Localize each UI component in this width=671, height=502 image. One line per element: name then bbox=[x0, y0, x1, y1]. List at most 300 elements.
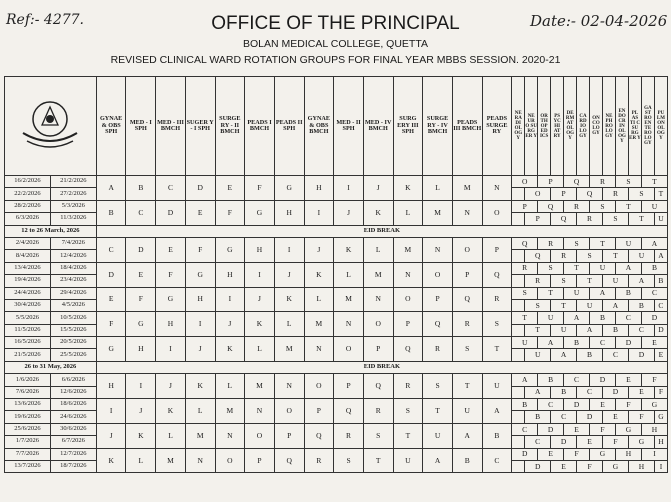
group-letter: T bbox=[393, 423, 423, 448]
date-to: 27/2/2026 bbox=[50, 188, 96, 200]
group-letter: F bbox=[126, 287, 156, 312]
rotation-row bbox=[5, 237, 668, 249]
specialty-group-letter: B bbox=[654, 275, 667, 287]
date-to: 29/4/2026 bbox=[50, 287, 96, 299]
specialty-group-letter: E bbox=[564, 423, 590, 435]
group-letter: C bbox=[482, 448, 512, 473]
rotation-row bbox=[5, 200, 668, 212]
group-letter: O bbox=[215, 448, 245, 473]
date-from: 5/5/2026 bbox=[5, 312, 51, 324]
emblem-icon bbox=[15, 95, 85, 155]
specialty-group-letter: U bbox=[525, 349, 551, 361]
group-letter: J bbox=[215, 312, 245, 337]
group-letter: M bbox=[393, 237, 423, 262]
specialty-group-letter: S bbox=[615, 176, 641, 188]
specialty-group-letter: Q bbox=[564, 176, 590, 188]
group-letter: S bbox=[363, 423, 393, 448]
group-letter: H bbox=[185, 287, 215, 312]
ward-column-header: MED - III BMCH bbox=[156, 77, 186, 176]
group-letter: J bbox=[156, 374, 186, 399]
group-letter: K bbox=[304, 262, 334, 287]
group-letter: B bbox=[96, 200, 126, 225]
group-letter: O bbox=[334, 337, 364, 362]
group-letter: Q bbox=[482, 262, 512, 287]
group-letter: Q bbox=[274, 448, 304, 473]
group-letter: U bbox=[423, 423, 453, 448]
group-letter: J bbox=[334, 200, 364, 225]
specialty-column-header: PS YC HI AT RY bbox=[551, 77, 564, 176]
specialty-group-letter: S bbox=[628, 188, 654, 200]
group-letter: H bbox=[245, 237, 275, 262]
group-letter: L bbox=[274, 312, 304, 337]
specialty-group-letter: E bbox=[577, 436, 603, 448]
specialty-group-letter: G bbox=[654, 411, 667, 423]
group-letter: I bbox=[304, 200, 334, 225]
group-letter: L bbox=[156, 423, 186, 448]
group-letter: L bbox=[393, 200, 423, 225]
break-row bbox=[5, 225, 668, 237]
group-letter: J bbox=[363, 176, 393, 201]
group-letter: O bbox=[423, 262, 453, 287]
specialty-group-letter: B bbox=[551, 386, 577, 398]
date-from: 7/6/2026 bbox=[5, 386, 51, 398]
group-letter: E bbox=[126, 262, 156, 287]
group-letter: M bbox=[363, 262, 393, 287]
group-letter: O bbox=[245, 423, 275, 448]
date-from: 19/4/2026 bbox=[5, 275, 51, 287]
specialty-group-letter: F bbox=[577, 460, 603, 472]
group-letter: T bbox=[363, 448, 393, 473]
date-from: 1/7/2026 bbox=[5, 436, 51, 448]
group-letter: Q bbox=[452, 287, 482, 312]
specialty-group-letter: U bbox=[615, 237, 641, 249]
group-letter: S bbox=[393, 399, 423, 424]
specialty-group-letter: G bbox=[641, 399, 667, 411]
specialty-group-letter: D bbox=[615, 337, 641, 349]
specialty-group-letter: E bbox=[641, 337, 667, 349]
specialty-group-letter: B bbox=[525, 411, 551, 423]
specialty-group-letter: F bbox=[641, 374, 667, 386]
specialty-group-letter: R bbox=[603, 188, 629, 200]
specialty-group-letter: R bbox=[590, 176, 616, 188]
specialty-group-letter: E bbox=[654, 349, 667, 361]
specialty-group-letter: T bbox=[654, 188, 667, 200]
group-letter: G bbox=[126, 312, 156, 337]
group-letter: M bbox=[185, 423, 215, 448]
group-letter: C bbox=[96, 237, 126, 262]
specialty-group-letter: A bbox=[577, 324, 603, 336]
date-to: 6/7/2026 bbox=[50, 436, 96, 448]
rotation-row bbox=[5, 399, 668, 411]
group-letter: S bbox=[423, 374, 453, 399]
specialty-group-letter: B bbox=[512, 399, 538, 411]
group-letter: O bbox=[482, 200, 512, 225]
specialty-group-letter: C bbox=[628, 324, 654, 336]
date-to: 5/3/2026 bbox=[50, 200, 96, 212]
specialty-group-letter bbox=[512, 349, 525, 361]
group-letter: C bbox=[126, 200, 156, 225]
date-from: 16/2/2026 bbox=[5, 176, 51, 188]
date-to: 6/6/2026 bbox=[50, 374, 96, 386]
group-letter: D bbox=[185, 176, 215, 201]
specialty-group-letter: B bbox=[641, 262, 667, 274]
group-letter: O bbox=[393, 287, 423, 312]
group-letter: G bbox=[215, 237, 245, 262]
specialty-group-letter: U bbox=[641, 200, 667, 212]
group-letter: L bbox=[304, 287, 334, 312]
group-letter: Q bbox=[393, 337, 423, 362]
specialty-group-letter: A bbox=[512, 374, 538, 386]
specialty-group-letter: T bbox=[590, 237, 616, 249]
group-letter: N bbox=[423, 237, 453, 262]
specialty-group-letter: T bbox=[615, 200, 641, 212]
date-from: 19/6/2026 bbox=[5, 411, 51, 423]
group-letter: N bbox=[334, 312, 364, 337]
specialty-group-letter: T bbox=[628, 213, 654, 225]
specialty-group-letter bbox=[512, 386, 525, 398]
rotation-row bbox=[5, 448, 668, 460]
ward-column-header: MED - IV BMCH bbox=[363, 77, 393, 176]
ward-column-header: SURG ERY III SPH bbox=[393, 77, 423, 176]
specialty-group-letter bbox=[512, 250, 525, 262]
group-letter: T bbox=[452, 374, 482, 399]
specialty-column-header: NE UR O SU RG ER Y bbox=[525, 77, 538, 176]
rotation-row bbox=[5, 423, 668, 435]
group-letter: I bbox=[96, 399, 126, 424]
group-letter: O bbox=[363, 312, 393, 337]
group-letter: L bbox=[334, 262, 364, 287]
specialty-group-letter: E bbox=[615, 374, 641, 386]
date-from: 30/4/2026 bbox=[5, 299, 51, 311]
group-letter: K bbox=[185, 374, 215, 399]
specialty-group-letter: U bbox=[512, 337, 538, 349]
date-from: 8/4/2026 bbox=[5, 250, 51, 262]
college-emblem bbox=[5, 77, 97, 176]
college-name: BOLAN MEDICAL COLLEGE, QUETTA bbox=[243, 38, 428, 50]
break-label: EID BREAK bbox=[96, 361, 667, 373]
group-letter: O bbox=[304, 374, 334, 399]
specialty-group-letter: E bbox=[603, 411, 629, 423]
group-letter: L bbox=[245, 337, 275, 362]
specialty-column-header: PL AS TI C SU RG ER Y bbox=[628, 77, 641, 176]
date-from: 1/6/2026 bbox=[5, 374, 51, 386]
ward-column-header: PEADS III BMCH bbox=[452, 77, 482, 176]
specialty-group-letter: E bbox=[551, 460, 577, 472]
specialty-group-letter: B bbox=[615, 287, 641, 299]
group-letter: M bbox=[304, 312, 334, 337]
group-letter: N bbox=[274, 374, 304, 399]
group-letter: M bbox=[334, 287, 364, 312]
group-letter: C bbox=[156, 176, 186, 201]
group-letter: K bbox=[274, 287, 304, 312]
group-letter: S bbox=[482, 312, 512, 337]
specialty-group-letter: P bbox=[538, 176, 564, 188]
date-to: 18/7/2026 bbox=[50, 460, 96, 472]
specialty-group-letter: T bbox=[603, 250, 629, 262]
group-letter: E bbox=[215, 176, 245, 201]
ward-column-header: PEADS II SPH bbox=[274, 77, 304, 176]
date-from: 2/4/2026 bbox=[5, 237, 51, 249]
specialty-group-letter: G bbox=[590, 448, 616, 460]
issue-date: Date:- 02-04-2026 bbox=[530, 12, 668, 30]
group-letter: M bbox=[452, 176, 482, 201]
specialty-group-letter: B bbox=[603, 324, 629, 336]
group-letter: K bbox=[393, 176, 423, 201]
specialty-group-letter: R bbox=[512, 262, 538, 274]
date-to: 10/5/2026 bbox=[50, 312, 96, 324]
specialty-group-letter: C bbox=[564, 374, 590, 386]
specialty-group-letter bbox=[512, 275, 525, 287]
specialty-group-letter: A bbox=[628, 275, 654, 287]
specialty-column-header: NE PH RO LO GY bbox=[603, 77, 616, 176]
specialty-group-letter: Q bbox=[577, 188, 603, 200]
group-letter: H bbox=[274, 200, 304, 225]
group-letter: Q bbox=[304, 423, 334, 448]
specialty-group-letter: U bbox=[577, 299, 603, 311]
ward-column-header: GYNAE & OBS BMCH bbox=[304, 77, 334, 176]
specialty-column-header: DE RM AT OL OG Y bbox=[564, 77, 577, 176]
specialty-group-letter: D bbox=[538, 423, 564, 435]
specialty-group-letter: I bbox=[654, 460, 667, 472]
specialty-group-letter: B bbox=[590, 312, 616, 324]
group-letter: D bbox=[156, 200, 186, 225]
specialty-group-letter: A bbox=[641, 237, 667, 249]
group-letter: P bbox=[363, 337, 393, 362]
date-from: 11/5/2026 bbox=[5, 324, 51, 336]
specialty-group-letter bbox=[512, 324, 525, 336]
specialty-group-letter: A bbox=[590, 287, 616, 299]
specialty-group-letter: Q bbox=[512, 237, 538, 249]
specialty-group-letter: U bbox=[654, 213, 667, 225]
group-letter: P bbox=[274, 423, 304, 448]
group-letter: P bbox=[482, 237, 512, 262]
group-letter: J bbox=[185, 337, 215, 362]
rotation-row bbox=[5, 176, 668, 188]
specialty-group-letter: F bbox=[590, 423, 616, 435]
specialty-group-letter: B bbox=[564, 337, 590, 349]
specialty-group-letter bbox=[512, 460, 525, 472]
specialty-column-header: EN DO CR IN OL OG Y bbox=[615, 77, 628, 176]
group-letter: K bbox=[126, 423, 156, 448]
specialty-group-letter: C bbox=[654, 299, 667, 311]
specialty-group-letter: T bbox=[564, 262, 590, 274]
group-letter: E bbox=[185, 200, 215, 225]
specialty-group-letter: H bbox=[654, 436, 667, 448]
specialty-group-letter bbox=[512, 188, 525, 200]
specialty-group-letter: Q bbox=[538, 200, 564, 212]
specialty-group-letter: U bbox=[551, 324, 577, 336]
office-title: OFFICE OF THE PRINCIPAL bbox=[211, 13, 460, 34]
specialty-column-header: PU LM ON OL OG Y bbox=[654, 77, 667, 176]
group-letter: I bbox=[215, 287, 245, 312]
specialty-group-letter: P bbox=[525, 213, 551, 225]
date-from: 13/7/2026 bbox=[5, 460, 51, 472]
date-from: 13/6/2026 bbox=[5, 399, 51, 411]
specialty-group-letter: T bbox=[641, 176, 667, 188]
group-letter: N bbox=[363, 287, 393, 312]
date-from: 28/2/2026 bbox=[5, 200, 51, 212]
specialty-group-letter: D bbox=[590, 374, 616, 386]
group-letter: A bbox=[482, 399, 512, 424]
specialty-column-header: OR TH OP ED ICS bbox=[538, 77, 551, 176]
specialty-group-letter: R bbox=[551, 250, 577, 262]
specialty-group-letter: E bbox=[538, 448, 564, 460]
specialty-group-letter: C bbox=[577, 386, 603, 398]
group-letter: H bbox=[156, 312, 186, 337]
group-letter: K bbox=[363, 200, 393, 225]
ward-column-header: SUGER Y - I SPH bbox=[185, 77, 215, 176]
group-letter: N bbox=[452, 200, 482, 225]
specialty-group-letter: S bbox=[603, 213, 629, 225]
group-letter: R bbox=[334, 423, 364, 448]
specialty-group-letter: E bbox=[628, 386, 654, 398]
group-letter: T bbox=[423, 399, 453, 424]
group-letter: H bbox=[215, 262, 245, 287]
group-letter: L bbox=[185, 399, 215, 424]
date-from: 13/4/2026 bbox=[5, 262, 51, 274]
specialty-group-letter: T bbox=[525, 324, 551, 336]
specialty-group-letter: R bbox=[564, 200, 590, 212]
group-letter: U bbox=[393, 448, 423, 473]
specialty-group-letter: C bbox=[603, 349, 629, 361]
group-letter: G bbox=[156, 287, 186, 312]
group-letter: R bbox=[363, 399, 393, 424]
group-letter: B bbox=[452, 448, 482, 473]
date-from: 21/5/2026 bbox=[5, 349, 51, 361]
group-letter: J bbox=[304, 237, 334, 262]
specialty-group-letter: S bbox=[512, 287, 538, 299]
specialty-group-letter: E bbox=[590, 399, 616, 411]
group-letter: P bbox=[393, 312, 423, 337]
rotation-row bbox=[5, 312, 668, 324]
group-letter: F bbox=[245, 176, 275, 201]
group-letter: R bbox=[423, 337, 453, 362]
group-letter: P bbox=[245, 448, 275, 473]
specialty-group-letter: S bbox=[525, 299, 551, 311]
group-letter: M bbox=[215, 399, 245, 424]
group-letter: G bbox=[96, 337, 126, 362]
document-subtitle: REVISED CLINICAL WARD ROTATION GROUPS FOR FINAL YEAR MBBS SESSION. 2020-21 bbox=[110, 54, 561, 66]
date-to: 23/4/2026 bbox=[50, 275, 96, 287]
specialty-group-letter: S bbox=[577, 250, 603, 262]
group-letter: F bbox=[215, 200, 245, 225]
group-letter: N bbox=[245, 399, 275, 424]
group-letter: G bbox=[245, 200, 275, 225]
group-letter: M bbox=[274, 337, 304, 362]
group-letter: P bbox=[452, 262, 482, 287]
specialty-group-letter: S bbox=[590, 200, 616, 212]
date-to: 18/6/2026 bbox=[50, 399, 96, 411]
group-letter: I bbox=[185, 312, 215, 337]
group-letter: P bbox=[304, 399, 334, 424]
specialty-group-letter: C bbox=[590, 337, 616, 349]
break-dates: 26 to 31 May, 2026 bbox=[5, 361, 97, 373]
group-letter: N bbox=[482, 176, 512, 201]
specialty-group-letter: D bbox=[564, 399, 590, 411]
group-letter: O bbox=[452, 237, 482, 262]
group-letter: N bbox=[304, 337, 334, 362]
rotation-row bbox=[5, 287, 668, 299]
specialty-group-letter: D bbox=[654, 324, 667, 336]
group-letter: F bbox=[156, 262, 186, 287]
date-to: 25/5/2026 bbox=[50, 349, 96, 361]
date-to: 12/4/2026 bbox=[50, 250, 96, 262]
specialty-group-letter: S bbox=[538, 262, 564, 274]
specialty-group-letter: R bbox=[525, 275, 551, 287]
group-letter: L bbox=[363, 237, 393, 262]
specialty-group-letter: C bbox=[615, 312, 641, 324]
group-letter: M bbox=[423, 200, 453, 225]
rotation-row bbox=[5, 262, 668, 274]
specialty-group-letter: Q bbox=[525, 250, 551, 262]
specialty-group-letter: D bbox=[512, 448, 538, 460]
specialty-group-letter: D bbox=[641, 312, 667, 324]
group-letter: F bbox=[96, 312, 126, 337]
specialty-group-letter: T bbox=[577, 275, 603, 287]
specialty-group-letter: U bbox=[628, 250, 654, 262]
group-letter: R bbox=[393, 374, 423, 399]
date-from: 7/7/2026 bbox=[5, 448, 51, 460]
group-letter: N bbox=[215, 423, 245, 448]
ward-column-header: MED - I SPH bbox=[126, 77, 156, 176]
group-letter: B bbox=[482, 423, 512, 448]
group-letter: H bbox=[304, 176, 334, 201]
specialty-group-letter: P bbox=[512, 200, 538, 212]
specialty-group-letter: F bbox=[654, 386, 667, 398]
group-letter: N bbox=[393, 262, 423, 287]
specialty-group-letter: A bbox=[551, 349, 577, 361]
specialty-group-letter: U bbox=[538, 312, 564, 324]
date-to: 30/6/2026 bbox=[50, 423, 96, 435]
specialty-group-letter: B bbox=[628, 299, 654, 311]
specialty-group-letter bbox=[512, 411, 525, 423]
specialty-group-letter: T bbox=[512, 312, 538, 324]
group-letter: J bbox=[274, 262, 304, 287]
group-letter: S bbox=[452, 337, 482, 362]
group-letter: L bbox=[215, 374, 245, 399]
reference-number: Ref:- 4277. bbox=[6, 12, 84, 28]
specialty-group-letter: H bbox=[628, 460, 654, 472]
group-letter: R bbox=[482, 287, 512, 312]
date-from: 24/4/2026 bbox=[5, 287, 51, 299]
group-letter: Q bbox=[423, 312, 453, 337]
specialty-group-letter: R bbox=[538, 237, 564, 249]
group-letter: D bbox=[96, 262, 126, 287]
specialty-group-letter: A bbox=[603, 299, 629, 311]
specialty-group-letter: F bbox=[564, 448, 590, 460]
group-letter: I bbox=[126, 374, 156, 399]
specialty-group-letter: D bbox=[628, 349, 654, 361]
specialty-group-letter: F bbox=[628, 411, 654, 423]
group-letter: Q bbox=[334, 399, 364, 424]
specialty-group-letter bbox=[512, 299, 525, 311]
date-from: 22/2/2026 bbox=[5, 188, 51, 200]
specialty-group-letter: H bbox=[615, 448, 641, 460]
ward-column-header: GYNAE & OBS SPH bbox=[96, 77, 126, 176]
date-to: 4/5/2026 bbox=[50, 299, 96, 311]
break-label: EID BREAK bbox=[96, 225, 667, 237]
group-letter: K bbox=[96, 448, 126, 473]
specialty-group-letter: F bbox=[615, 399, 641, 411]
rotation-row bbox=[5, 337, 668, 349]
group-letter: F bbox=[185, 237, 215, 262]
group-letter: R bbox=[452, 312, 482, 337]
group-letter: G bbox=[274, 176, 304, 201]
date-to: 21/2/2026 bbox=[50, 176, 96, 188]
group-letter: N bbox=[185, 448, 215, 473]
specialty-column-header: CA RD IO LO GY bbox=[577, 77, 590, 176]
specialty-group-letter: A bbox=[615, 262, 641, 274]
